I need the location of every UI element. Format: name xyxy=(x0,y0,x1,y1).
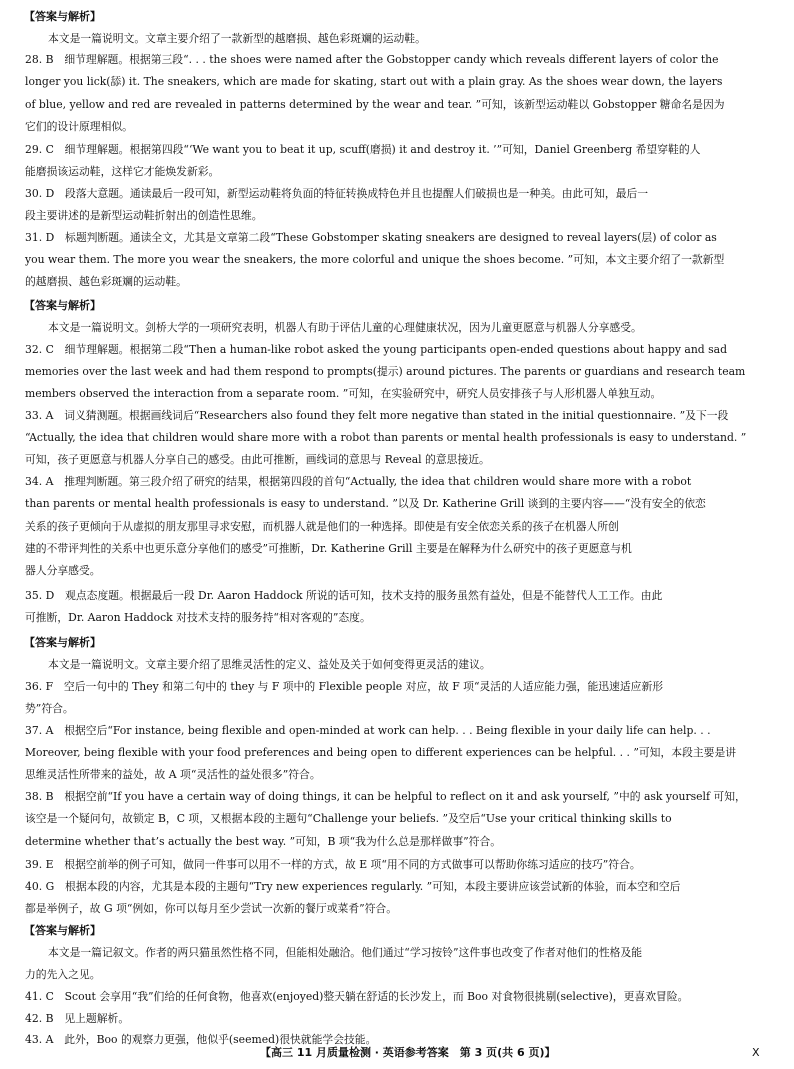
text-line: 思维灵活性所带来的益处，故 A 项“灵活性的益处很多”符合。 xyxy=(25,768,321,781)
text-line: 关系的孩子更倾向于从虚拟的朋友那里寻求安慰，而机器人就是他们的一种选择。即使是有安全依恋关系的孩子在机器人所创 xyxy=(25,520,619,533)
text-line: 段主要讲述的是新型运动鞋折射出的创造性思维。 xyxy=(25,209,263,222)
text-line: 可知，孩子更愿意与机器人分享自己的感受。由此可推断，画线词的意思与 Reveal 的意思接近。 xyxy=(25,453,490,466)
passage-summary: 本文是一篇说明文。剑桥大学的一项研究表明，机器人有助于评估儿童的心理健康状况，因为儿童更愿意与机器人分享感受。 xyxy=(48,321,642,334)
answer-item: 38. B 根据空前“If you have a certain way of doing things, it can be helpful to reflect on it and ask yourself, ”中的 ask yourself 可知， xyxy=(25,790,746,803)
text-line: than parents or mental health professionals is easy to understand. ”以及 Dr. Katherine Grill 谈到的主要内容——“没有安全的依恋 xyxy=(25,497,706,510)
text-line: determine whether that’s actually the best way. ”可知，B 项“我为什么总是那样做事”符合。 xyxy=(25,835,502,848)
passage-summary: 本文是一篇说明文。文章主要介绍了一款新型的越磨损、越色彩斑斓的运动鞋。 xyxy=(48,32,426,45)
answer-item: 33. A 词义猜测题。根据画线词后“Researchers also found they felt more negative than stated in the initial questionnaire. ”及下一段 xyxy=(25,409,729,422)
answer-item: 30. D 段落大意题。通读最后一段可知，新型运动鞋将负面的特征转换成特色并且也提醒人们破损也是一种美。由此可知，最后一 xyxy=(25,187,649,200)
text-line: members observed the interaction from a separate room. ”可知，在实验研究中，研究人员安排孩子与人形机器人单独互动。 xyxy=(25,387,662,400)
text-line: 的越磨损、越色彩斑斓的运动鞋。 xyxy=(25,275,187,288)
text-line: 势”符合。 xyxy=(25,702,74,715)
text-line: 它们的设计原理相似。 xyxy=(25,120,133,133)
answer-item: 36. F 空后一句中的 They 和第二句中的 they 与 F 项中的 Flexible people 对应，故 F 项“灵活的人适应能力强，能迅速适应新形 xyxy=(25,680,664,693)
text-line: longer you lick(舔) it. The sneakers, which are made for skating, start out with a plain gray. As the shoes wear down, the layers xyxy=(25,75,723,88)
text-line: 器人分享感受。 xyxy=(25,564,101,577)
passage-summary: 本文是一篇说明文。文章主要介绍了思维灵活性的定义、益处及关于如何变得更灵活的建议。 xyxy=(48,658,491,671)
answer-item: 40. G 根据本段的内容，尤其是本段的主题句“Try new experiences regularly. ”可知，本段主要讲应该尝试新的体验，而本空和空后 xyxy=(25,880,681,893)
text-line: “Actually, the idea that children would share more with a robot than parents or mental health professionals is easy to understand. ” xyxy=(25,431,747,444)
answer-item: of blue, yellow and red are revealed in patterns determined by the wear and tear. ”可知，该新型运动鞋以 Gobstopper 糖命名是因为 xyxy=(25,98,725,111)
text-line: 都是举例子，故 G 项“例如，你可以每月至少尝试一次新的餐厅或菜肴”符合。 xyxy=(25,902,398,915)
footer-title: 【高三 11 月质量检测 · 英语参考答案 第 3 页(共 6 页)】 xyxy=(260,1046,556,1059)
section-header: 【答案与解析】 xyxy=(24,10,101,23)
passage-summary: 本文是一篇记叙文。作者的两只猫虽然性格不同，但能相处融洽。他们通过“学习按铃”这件事也改变了作者对他们的性格及能 xyxy=(48,946,643,959)
text-line: you wear them. The more you wear the sneakers, the more colorful and unique the shoes become. ”可知，本文主要介绍了一款新型 xyxy=(25,253,725,266)
answer-item: 39. E 根据空前举的例子可知，做同一件事可以用不一样的方式，故 E 项“用不同的方式做事可以帮助你练习适应的技巧”符合。 xyxy=(25,858,641,871)
page-footer xyxy=(0,1042,794,1064)
answer-item: 32. C 细节理解题。根据第二段“Then a human-like robot asked the young participants open-ended questions about happy and sad xyxy=(25,343,728,356)
text-line: Moreover, being flexible with your food preferences and being open to different experiences can be helpful. . . ”可知，本段主要是讲 xyxy=(25,746,737,759)
answer-item: 41. C Scout 会享用“我”们给的任何食物，他喜欢(enjoyed)整天躺在舒适的长沙发上，而 Boo 对食物很挑剔(selective)，更喜欢冒险。 xyxy=(25,990,689,1003)
footer-code: X xyxy=(752,1046,760,1059)
section-header: 【答案与解析】 xyxy=(24,299,101,312)
answer-item: 34. A 推理判断题。第三段介绍了研究的结果，根据第四段的首句“Actually, the idea that children would share more with a robot xyxy=(25,475,692,488)
answer-item: 28. B 细节理解题。根据第三段“. . . the shoes were named after the Gobstopper candy which reveals different layers of color the xyxy=(25,53,719,66)
text-line: 建的不带评判性的关系中也更乐意分享他们的感受”可推断，Dr. Katherine Grill 主要是在解释为什么研究中的孩子更愿意与机 xyxy=(25,542,632,555)
section-header: 【答案与解析】 xyxy=(24,636,101,649)
text-line: 力的先入之见。 xyxy=(25,968,101,981)
answer-item: 43. A 此外，Boo 的观察力更强，他似乎(seemed)很快就能学会技能。 xyxy=(25,1033,377,1046)
text-line: 可推断，Dr. Aaron Haddock 对技术支持的服务持“相对客观的”态度。 xyxy=(25,611,371,624)
text-line: 能磨损该运动鞋，这样它才能焕发新彩。 xyxy=(25,165,220,178)
text-line: memories over the last week and had them respond to prompts(提示) around pictures. The parents or guardians and research team xyxy=(25,365,746,378)
answer-item: 35. D 观点态度题。根据最后一段 Dr. Aaron Haddock 所说的话可知，技术支持的服务虽然有益处，但是不能替代人工工作。由此 xyxy=(25,589,663,602)
answer-item: 37. A 根据空后“For instance, being flexible and open-minded at work can help. . . Being flexible in your daily life can help. . . xyxy=(25,724,711,737)
answer-item: 31. D 标题判断题。通读全文，尤其是文章第二段“These Gobstomper skating sneakers are designed to reveal layers(层) of color as xyxy=(25,231,717,244)
answer-item: 42. B 见上题解析。 xyxy=(25,1012,130,1025)
answer-item: 29. C 细节理解题。根据第四段“‘We want you to beat it up, scuff(磨损) it and destroy it. ’”可知，Daniel Greenberg 希望穿鞋的人 xyxy=(25,143,701,156)
section-header: 【答案与解析】 xyxy=(24,924,101,937)
text-line: 该空是一个疑问句，故锁定 B，C 项，又根据本段的主题句“Challenge your beliefs. ”及空后“Use your critical thinking skills to xyxy=(25,812,672,825)
